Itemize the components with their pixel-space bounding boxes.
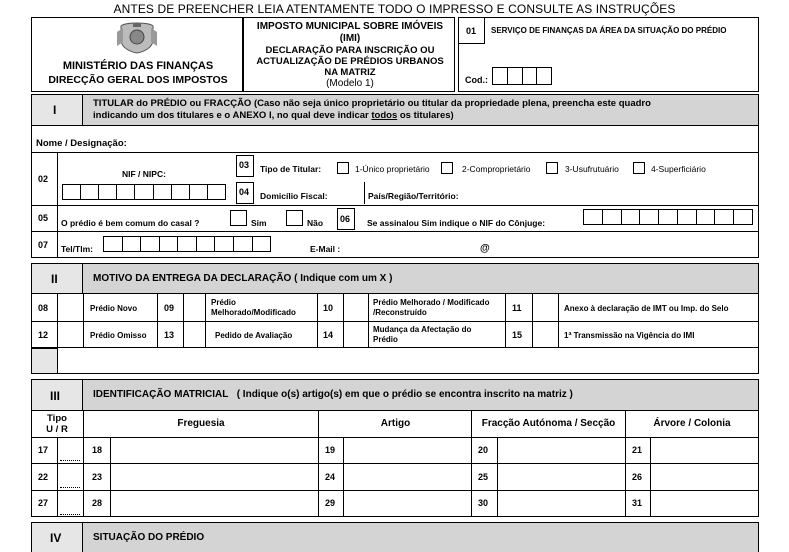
tax-title: IMPOSTO MUNICIPAL SOBRE IMÓVEIS [256, 21, 444, 32]
field-25-number: 25 [478, 472, 489, 482]
no-label: Não [307, 218, 324, 228]
section-1-title: TITULAR do PRÉDIO ou FRACÇÃO (Caso não seja único proprietário ou titular da propriedade plena, preencha este quadro indicando um dos titulares e o ANEXO I, no qual deve indicar todos os titulares) [93, 98, 651, 121]
fiscal-address-label: Domicílio Fiscal: [260, 191, 328, 201]
field-15-number: 15 [512, 330, 523, 340]
col-arvore: Árvore / Colonia [653, 418, 731, 429]
option-unico: 1-Único proprietário [355, 164, 430, 174]
top-instruction: ANTES DE PREENCHER LEIA ATENTAMENTE TODO O IMPRESSO E CONSULTE AS INSTRUÇÕES [113, 2, 676, 16]
section-3-roman: III [50, 389, 61, 403]
field-22-number: 22 [38, 472, 49, 482]
field-04-number: 04 [239, 187, 250, 197]
section-2-roman: II [51, 272, 58, 286]
field-02-number: 02 [38, 174, 49, 184]
common-property-label: O prédio é bem comum do casal ? [61, 218, 200, 228]
section-3-title: IDENTIFICAÇÃO MATRICIAL ( Indique o(s) artigo(s) em que o prédio se encontra inscrito na matriz ) [93, 389, 573, 400]
option-superficiario: 4-Superficiário [651, 164, 706, 174]
col-freguesia: Freguesia [177, 418, 225, 429]
field-21-number: 21 [632, 445, 643, 455]
section-4-title: SITUAÇÃO DO PRÉDIO [93, 532, 205, 543]
checkbox-no[interactable] [286, 210, 303, 226]
field-23-number: 23 [92, 472, 103, 482]
field-11-number: 11 [512, 303, 522, 313]
checkbox-usufrutuario[interactable] [546, 162, 558, 174]
checkbox-superficiario[interactable] [633, 162, 645, 174]
form-title-box [243, 17, 455, 92]
email-label: E-Mail : [310, 244, 341, 254]
field-27-number: 27 [38, 498, 49, 508]
ministry-name: MINISTÉRIO DAS FINANÇAS [62, 60, 214, 72]
reason-first-transfer: 1ª Transmissão na Vigência do IMI [564, 331, 695, 340]
tax-office-label: SERVIÇO DE FINANÇAS DA ÁREA DA SITUAÇÃO DO PRÉDIO [491, 26, 727, 35]
yes-label: Sim [251, 218, 267, 228]
tel-input[interactable] [103, 236, 271, 252]
field-05-number: 05 [38, 213, 49, 223]
field-03-number: 03 [239, 160, 250, 170]
section-2-title: MOTIVO DA ENTREGA DA DECLARAÇÃO ( Indique com um X ) [93, 273, 393, 284]
field-26-number: 26 [632, 472, 643, 482]
field-19-number: 19 [325, 445, 336, 455]
name-label: Nome / Designação: [36, 138, 127, 149]
field-13-number: 13 [164, 330, 175, 340]
section-1-roman: I [53, 103, 57, 117]
field-24-number: 24 [325, 472, 336, 482]
field-01-number: 01 [466, 26, 477, 36]
tel-label: Tel/Tlm: [61, 244, 93, 254]
field-07-number: 07 [38, 240, 49, 250]
reason-omitted: Prédio Omisso [90, 331, 147, 340]
declaration-line2: ACTUALIZAÇÃO DE PRÉDIOS URBANOS [256, 56, 444, 67]
cod-label: Cod.: [465, 75, 488, 85]
nif-input[interactable] [62, 184, 226, 200]
spouse-nif-input[interactable] [583, 209, 753, 225]
col-tipo: Tipo U / R [46, 413, 68, 435]
cod-input[interactable] [492, 67, 552, 85]
reason-reconstructed: Prédio Melhorado / Modificado /Reconstruído [373, 298, 490, 317]
titular-type-label: Tipo de Titular: [260, 164, 322, 174]
checkbox-comproprietario[interactable] [441, 162, 453, 174]
model-label: (Modelo 1) [326, 78, 374, 89]
email-at: @ [480, 243, 490, 254]
field-31-number: 31 [632, 498, 643, 508]
field-17-number: 17 [38, 445, 49, 455]
reason-improved: Prédio Melhorado/Modificado [211, 298, 296, 317]
directorate-name: DIRECÇÃO GERAL DOS IMPOSTOS [48, 74, 228, 86]
nif-label: NIF / NIPC: [122, 169, 166, 179]
col-artigo: Artigo [380, 418, 411, 429]
field-10-number: 10 [323, 303, 334, 313]
field-14-number: 14 [323, 330, 334, 340]
reason-use-change: Mudança da Afectação do Prédio [373, 325, 472, 344]
declaration-line3: NA MATRIZ [324, 67, 376, 78]
field-18-number: 18 [92, 445, 103, 455]
reason-evaluation: Pedido de Avaliação [215, 331, 293, 340]
reason-new-building: Prédio Novo [90, 304, 138, 313]
field-06-number: 06 [340, 214, 351, 224]
field-20-number: 20 [478, 445, 489, 455]
col-fraccao: Fracção Autónoma / Secção [481, 418, 616, 429]
field-08-number: 08 [38, 303, 49, 313]
ministry-box [31, 17, 243, 92]
tax-office-box [458, 17, 759, 92]
coat-of-arms-icon [115, 22, 159, 54]
section-4-roman: IV [50, 531, 62, 545]
checkbox-unico[interactable] [337, 162, 349, 174]
field-12-number: 12 [38, 330, 49, 340]
declaration-line1: DECLARAÇÃO PARA INSCRIÇÃO OU [265, 45, 435, 56]
field-09-number: 09 [164, 303, 175, 313]
country-label: País/Região/Território: [368, 191, 459, 201]
field-29-number: 29 [325, 498, 336, 508]
spouse-nif-label: Se assinalou Sim indique o NIF do Cônjuge: [367, 218, 546, 228]
field-28-number: 28 [92, 498, 103, 508]
reason-imt-annex: Anexo à declaração de IMT ou Imp. do Selo [564, 304, 729, 313]
option-usufrutuario: 3-Usufrutuário [565, 164, 619, 174]
tax-abbr: (IMI) [339, 33, 361, 44]
field-30-number: 30 [478, 498, 489, 508]
checkbox-yes[interactable] [230, 210, 247, 226]
option-comproprietario: 2-Comproprietário [462, 164, 531, 174]
